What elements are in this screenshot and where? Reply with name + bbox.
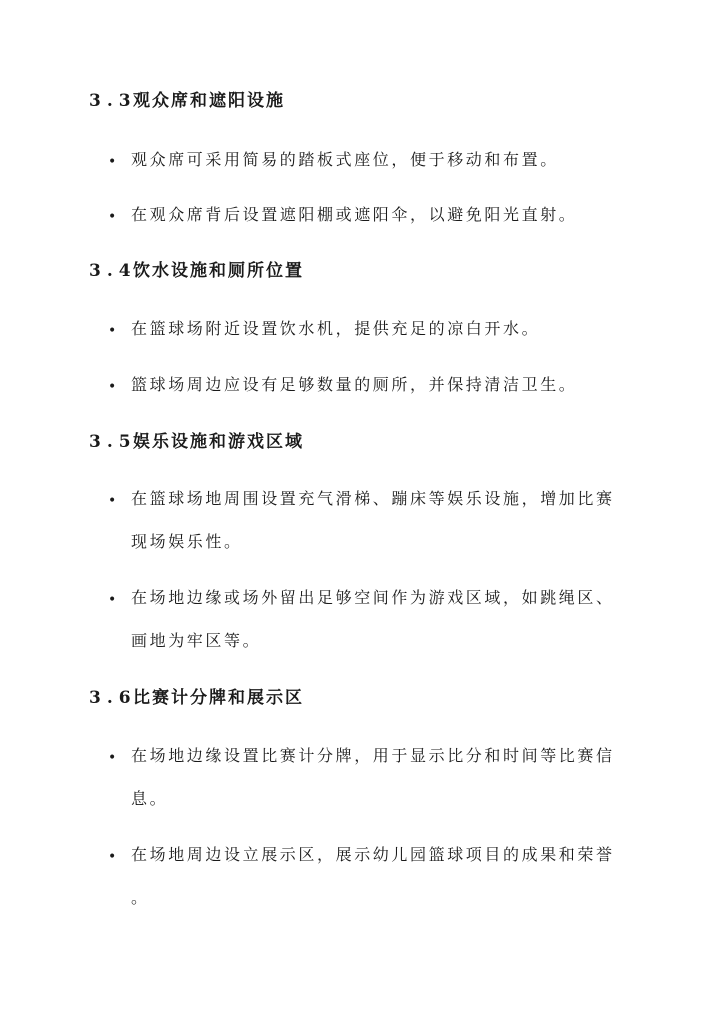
section-heading-3-5 [89, 432, 304, 452]
section-title: 娱乐设施和游戏区域 [133, 432, 304, 452]
section-number: 3.3 [89, 91, 137, 111]
section-title: 观众席和遮阳设施 [133, 91, 285, 111]
bullet-marker: • [108, 750, 117, 766]
bullet-item-text-continued: 画地为牢区等。 [131, 631, 262, 650]
bullet-item-text-continued: 现场娱乐性。 [131, 532, 243, 551]
bullet-item-text: 观众席可采用简易的踏板式座位，便于移动和布置。 [131, 150, 559, 169]
bullet-marker: • [108, 209, 117, 225]
bullet-item-text-continued: 息。 [131, 789, 169, 808]
bullet-marker: • [108, 154, 117, 170]
bullet-marker: • [108, 323, 117, 339]
bullet-marker: • [108, 379, 117, 395]
bullet-marker: • [108, 592, 117, 608]
bullet-item-text: 在观众席背后设置遮阳棚或遮阳伞，以避免阳光直射。 [131, 205, 578, 224]
bullet-marker: • [108, 493, 117, 509]
bullet-marker: • [108, 849, 117, 865]
section-number: 3.5 [89, 432, 137, 452]
bullet-item-text-continued: 。 [131, 888, 150, 907]
section-heading-3-3 [89, 91, 285, 111]
section-number: 3.6 [89, 688, 137, 708]
bullet-item-text: 在场地周边设立展示区，展示幼儿园篮球项目的成果和荣誉 [131, 845, 615, 864]
bullet-item-text: 在场地边缘设置比赛计分牌，用于显示比分和时间等比赛信 [131, 746, 615, 765]
bullet-item-text: 在篮球场附近设置饮水机，提供充足的凉白开水。 [131, 319, 541, 338]
section-title: 饮水设施和厕所位置 [133, 261, 304, 281]
section-heading-3-6 [89, 688, 304, 708]
section-number: 3.4 [89, 261, 137, 281]
bullet-item-text: 在篮球场地周围设置充气滑梯、蹦床等娱乐设施，增加比赛 [131, 489, 615, 508]
bullet-item-text: 在场地边缘或场外留出足够空间作为游戏区域，如跳绳区、 [131, 588, 615, 607]
bullet-item-text: 篮球场周边应设有足够数量的厕所，并保持清洁卫生。 [131, 375, 578, 394]
section-title: 比赛计分牌和展示区 [133, 688, 304, 708]
section-heading-3-4 [89, 261, 304, 281]
